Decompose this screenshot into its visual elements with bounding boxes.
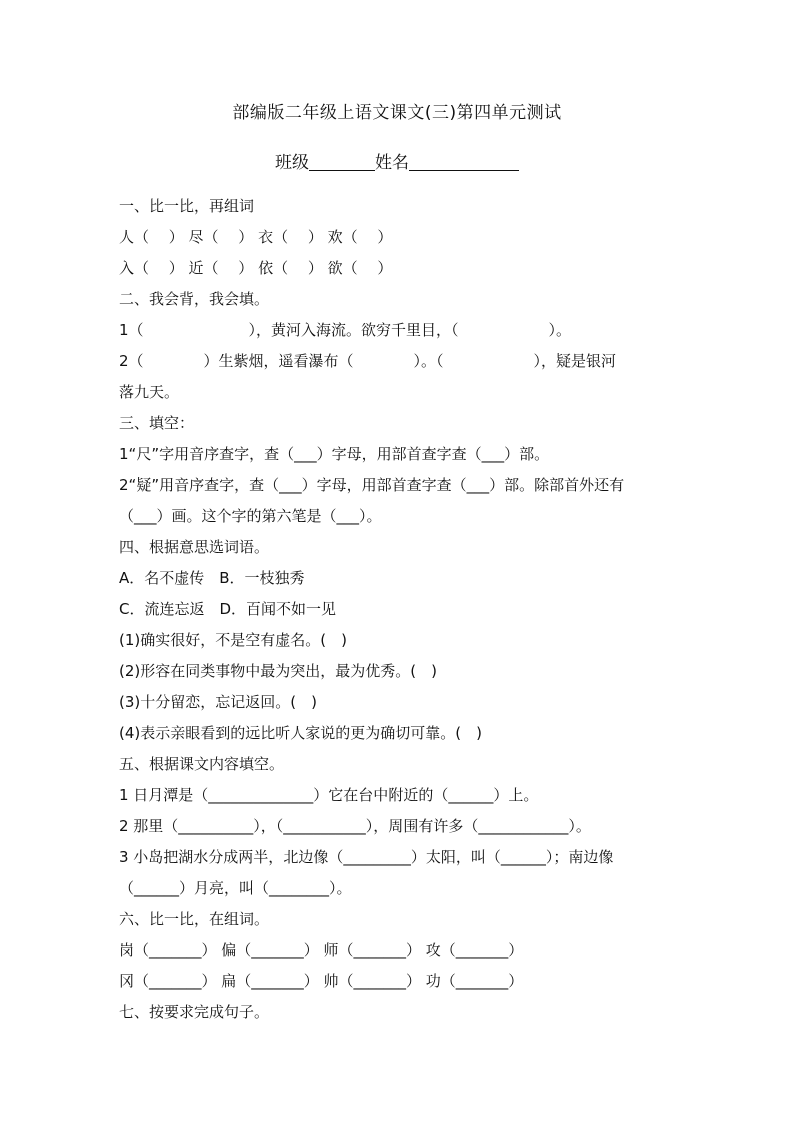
worksheet-line: 2（ ）生紫烟，遥看瀑布（ ）。（ ），疑是银河 (119, 352, 617, 370)
worksheet-line: 岗（_______） 偏（_______） 师（_______） 攻（_______） (119, 941, 524, 959)
worksheet-line: 2 那里（__________），（___________），周围有许多（____________）。 (119, 817, 591, 835)
worksheet-line: (2)形容在同类事物中最为突出，最为优秀。( ) (119, 662, 437, 680)
worksheet-line: 人（ ） 尽（ ） 衣（ ） 欢（ ） (119, 228, 393, 246)
worksheet-line: （______）月亮，叫（________）。 (119, 879, 352, 897)
worksheet-line: （___）画。这个字的第六笔是（___）。 (119, 507, 382, 525)
worksheet-line: C．流连忘返 D．百闻不如一见 (119, 600, 337, 618)
worksheet-line: 2“疑”用音序查字，查（___）字母，用部首查字查（___）部。除部首外还有 (119, 476, 625, 494)
worksheet-line: 3 小岛把湖水分成两半，北边像（_________）太阳，叫（______）；南边像 (119, 848, 614, 866)
worksheet-line: 入（ ） 近（ ） 依（ ） 欲（ ） (119, 259, 393, 277)
worksheet-line: 四、根据意思选词语。 (119, 538, 270, 556)
worksheet-line: 一、比一比，再组词 (119, 197, 255, 215)
class-blank[interactable] (309, 150, 375, 171)
worksheet-line: 六、比一比，在组词。 (119, 910, 270, 928)
worksheet-line: A．名不虚传 B．一枝独秀 (119, 569, 305, 587)
worksheet-line: 二、我会背，我会填。 (119, 290, 270, 308)
worksheet-line: (4)表示亲眼看到的远比听人家说的更为确切可靠。( ) (119, 724, 482, 742)
page-title: 部编版二年级上语文课文(三)第四单元测试 (232, 103, 562, 123)
worksheet-line: (1)确实很好，不是空有虚名。( ) (119, 631, 347, 649)
worksheet-line: 1“尺”字用音序查字，查（___）字母，用部首查字查（___）部。 (119, 445, 550, 463)
worksheet-line: 冈（_______） 扁（_______） 帅（_______） 功（_______） (119, 972, 524, 990)
worksheet-line: 七、按要求完成句子。 (119, 1003, 270, 1021)
class-label: 班级 (275, 153, 309, 173)
worksheet-line: 落九天。 (119, 383, 180, 401)
worksheet-line: (3)十分留恋，忘记返回。( ) (119, 693, 317, 711)
worksheet-line: 三、填空： (119, 414, 195, 432)
worksheet-line: 1 日月潭是（______________）它在台中附近的（______）上。 (119, 786, 539, 804)
worksheet-line: 五、根据课文内容填空。 (119, 755, 285, 773)
name-label: 姓名 (375, 153, 409, 173)
worksheet-line: 1（ ），黄河入海流。欲穷千里目，（ ）。 (119, 321, 572, 339)
name-blank[interactable] (409, 150, 519, 171)
class-name-line (0, 148, 794, 173)
worksheet-content (119, 191, 699, 1028)
